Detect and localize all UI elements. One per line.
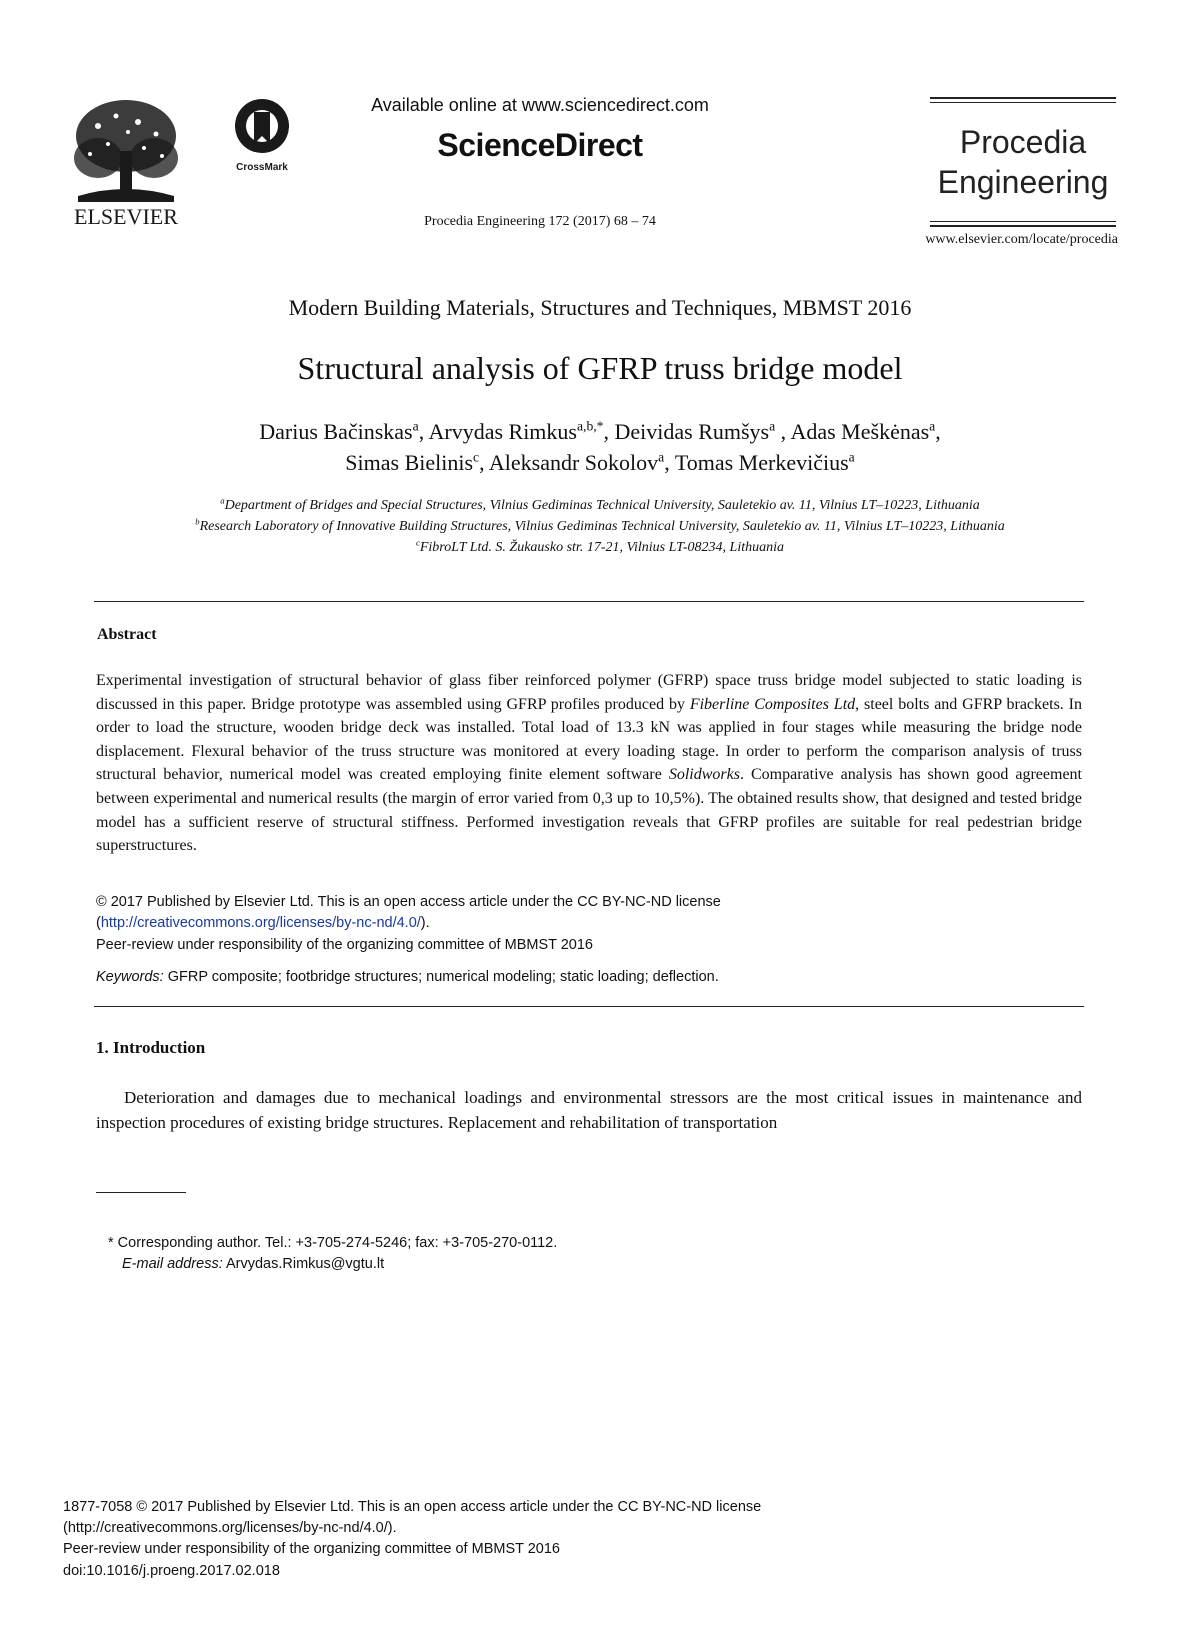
journal-rule	[930, 102, 1116, 103]
author-name: Aleksandr Sokolov	[488, 450, 659, 475]
sciencedirect-wordmark: ScienceDirect	[437, 127, 643, 163]
affiliation	[0, 537, 1200, 556]
affiliation	[0, 516, 1200, 535]
bottom-license-link[interactable]: (http://creativecommons.org/licenses/by-nc-nd/4.0/).	[63, 1520, 397, 1536]
author-affiliation-mark: c	[473, 449, 480, 465]
section-divider	[94, 1006, 1084, 1007]
author-affiliation-mark: a	[658, 449, 665, 465]
journal-name-line1: Procedia	[959, 124, 1087, 160]
abstract-emphasis: Solidworks	[668, 766, 740, 784]
author-affiliation-mark: a	[848, 449, 855, 465]
author-name: Tomas Merkevičius	[674, 450, 849, 475]
journal-name	[930, 122, 1116, 202]
author-separator: ,	[479, 450, 489, 475]
author-list-line1	[0, 419, 1200, 445]
license-link[interactable]: http://creativecommons.org/licenses/by-nc-nd/4.0/	[100, 915, 421, 931]
author-separator: ,	[418, 419, 429, 444]
abstract-emphasis: Fiberline Composites Ltd	[689, 695, 856, 713]
keywords-text: GFRP composite; footbridge structures; numerical modeling; static loading; deflection.	[163, 969, 719, 985]
license-paren: ).	[420, 915, 430, 931]
author-separator: ,	[603, 419, 615, 444]
conference-name: Modern Building Materials, Structures and Techniques, MBMST 2016	[288, 295, 912, 320]
affiliation-mark: c	[415, 537, 420, 548]
author-separator: ,	[775, 419, 791, 444]
svg-text:CrossMark: CrossMark	[236, 162, 288, 173]
license-link-line	[96, 915, 1082, 931]
author-list-line2	[0, 450, 1200, 476]
author-name: Deividas Rumšys	[614, 419, 770, 444]
introduction-body	[96, 1086, 1082, 1135]
keywords-line	[96, 969, 1082, 985]
journal-name-line2: Engineering	[937, 164, 1109, 200]
elsevier-logo	[68, 96, 184, 231]
crossmark-icon	[232, 96, 296, 176]
email-footnote	[122, 1256, 384, 1272]
keywords-label: Keywords:	[96, 969, 164, 985]
doi[interactable]: doi:10.1016/j.proeng.2017.02.018	[63, 1563, 280, 1579]
abstract-text: . Comparative analysis has shown good agreement between experimental and numerical results (the margin of error varied from 0,3 up to 10,5%). The obtained results show, that designed and tested bridge model has a sufficient reserve of structural stiffness. Performed investigation reveals that GFRP profiles are suitable for real pedestrian bridge superstructures.	[96, 766, 1082, 855]
affiliation-mark: b	[195, 516, 200, 527]
abstract-heading: Abstract	[97, 626, 157, 643]
author-affiliation-mark: a	[929, 418, 936, 434]
email-label: E-mail address:	[122, 1256, 223, 1272]
author-separator: ,	[935, 419, 941, 444]
abstract-text: , steel bolts and GFRP brackets. In order to load the structure, wooden bridge deck was installed. Total load of 13.3 kN was applied in four stages while measuring the bridge node displacement. Flexural behavior of the truss structure was monitored at every loading stage. In order to perform the comparison analysis of truss structural behavior, numerical model was created employing finite element software	[96, 695, 1082, 784]
corresponding-author-footnote: * Corresponding author. Tel.: +3-705-274-5246; fax: +3-705-270-0112.	[108, 1235, 558, 1251]
journal-rule	[930, 97, 1116, 99]
bottom-peer-review: Peer-review under responsibility of the organizing committee of MBMST 2016	[63, 1541, 560, 1557]
issn-copyright: 1877-7058 © 2017 Published by Elsevier Ltd. This is an open access article under the CC BY-NC-ND license	[63, 1499, 762, 1515]
journal-url[interactable]: www.elsevier.com/locate/procedia	[925, 232, 1118, 247]
section-divider	[94, 601, 1084, 602]
affiliation-text: FibroLT Ltd. S. Žukausko str. 17-21, Vilnius LT-08234, Lithuania	[419, 540, 784, 555]
affiliation-mark: a	[220, 495, 225, 506]
footnote-rule	[96, 1192, 186, 1193]
affiliation	[0, 495, 1200, 514]
author-name: Simas Bielinis	[345, 450, 474, 475]
author-name: Adas Meškėnas	[790, 419, 930, 444]
affiliation-text: Research Laboratory of Innovative Building Structures, Vilnius Gediminas Technical University, Sauletekio av. 11, Vilnius LT–10223, Lithuania	[199, 519, 1005, 534]
introduction-text: Deterioration and damages due to mechanical loadings and environmental stressors are the most critical issues in maintenance and inspection procedures of existing bridge structures. Replacement and rehabilitation of transportation	[96, 1088, 1082, 1132]
peer-review-notice: Peer-review under responsibility of the organizing committee of MBMST 2016	[96, 937, 593, 953]
author-name: Arvydas Rimkus	[428, 419, 577, 444]
svg-text:ELSEVIER: ELSEVIER	[74, 204, 178, 229]
license-paren: (	[96, 915, 101, 931]
available-online-text: Available online at www.sciencedirect.com	[371, 95, 709, 115]
paper-title: Structural analysis of GFRP truss bridge model	[297, 350, 903, 386]
elsevier-tree-icon	[68, 96, 184, 231]
journal-rule	[930, 221, 1116, 222]
email-address[interactable]: Arvydas.Rimkus@vgtu.lt	[222, 1256, 385, 1272]
journal-citation: Procedia Engineering 172 (2017) 68 – 74	[424, 214, 656, 229]
crossmark-logo[interactable]	[232, 96, 296, 176]
abstract-text: Experimental investigation of structural behavior of glass fiber reinforced polymer (GFRP) space truss bridge model subjected to static loading is discussed in this paper. Bridge prototype was assembled using GFRP profiles produced by	[96, 672, 1082, 713]
copyright-notice: © 2017 Published by Elsevier Ltd. This is an open access article under the CC BY-NC-ND license	[96, 894, 721, 910]
author-affiliation-mark: a	[412, 418, 419, 434]
abstract-body	[96, 669, 1082, 858]
journal-rule	[930, 225, 1116, 227]
affiliation-text: Department of Bridges and Special Structures, Vilnius Gediminas Technical University, Sauletekio av. 11, Vilnius LT–10223, Lithuania	[224, 498, 980, 513]
author-name: Darius Bačinskas	[259, 419, 413, 444]
introduction-heading: 1. Introduction	[96, 1038, 206, 1057]
author-separator: ,	[664, 450, 675, 475]
author-affiliation-mark: a,b,*	[576, 418, 604, 434]
author-affiliation-mark: a	[769, 418, 776, 434]
